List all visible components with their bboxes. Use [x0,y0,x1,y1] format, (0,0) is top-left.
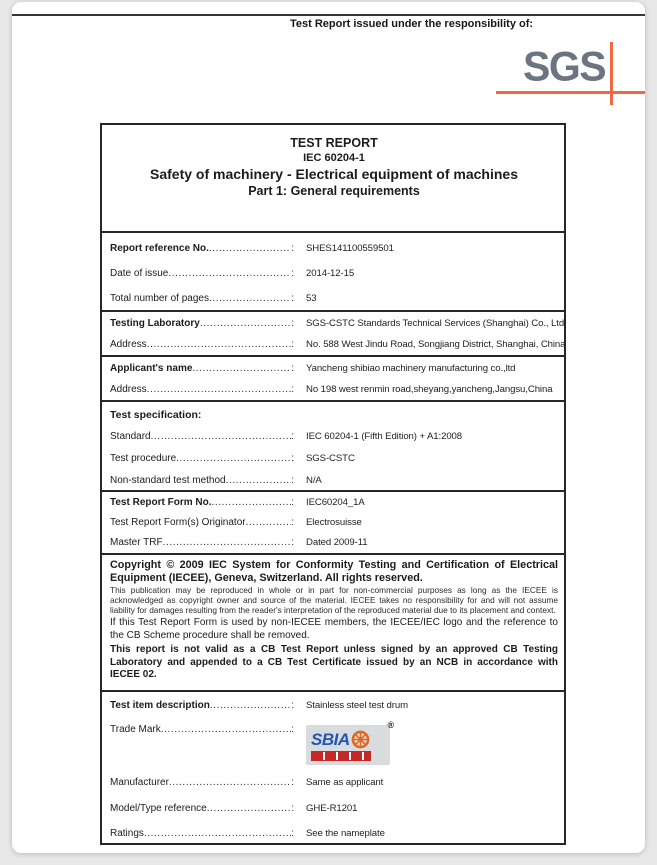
sgs-logo: SGS [523,42,606,90]
dot-leader [147,379,292,400]
dot-leader [168,261,291,286]
colon: : [291,318,294,329]
field-row-report-reference [110,236,558,261]
dot-leader [226,470,292,492]
field-label-col [110,493,294,513]
field-row-trade-mark [110,719,558,771]
field-label-col [110,448,294,470]
colon: : [291,339,294,350]
dot-leader [200,313,291,334]
field-value: 2014-12-15 [306,268,355,279]
issued-note: Test Report issued under the responsibility of: [290,18,534,30]
dot-leader [209,286,291,311]
section-report-info [102,231,564,310]
dot-leader [211,493,291,513]
field-value: 53 [306,293,317,304]
sgs-logo-vertical-rule [610,42,613,105]
colon: : [291,497,294,508]
field-value: No. 588 West Jindu Road, Songjiang District, Shanghai, China [306,339,566,350]
field-value: GHE-R1201 [306,803,358,814]
dot-leader [176,448,291,470]
field-label-col [110,286,294,311]
field-label: Test item description [110,700,210,711]
field-label-col [110,379,294,400]
test-specification-heading: Test specification: [110,409,202,421]
dot-leader [147,334,292,355]
field-label: Model/Type reference [110,803,207,814]
title-standard-name: Safety of machinery - Electrical equipment of machines [150,166,518,182]
colon: : [291,724,294,735]
document-page [12,2,645,853]
dot-leader [210,693,291,719]
field-value: N/A [306,475,322,486]
copyright-notice: This publication may be reproduced in whole or in part for non-commercial purposes as long as the IECEE is acknowledged as copyright owner and source of the material. IECEE takes no responsibility for and will not assume liability for damages resulting from the reader's interpretation of the reproduced material due to its placement and context. [110,585,558,615]
colon: : [291,537,294,548]
field-row-standard [110,426,558,448]
field-label-col [110,795,294,823]
field-row-model-type [110,795,558,823]
report-table [100,123,566,845]
field-label-col [110,313,294,334]
field-row-date-of-issue [110,261,558,286]
field-label: Standard [110,431,151,442]
colon: : [291,700,294,711]
field-value-trademark [294,719,394,765]
dot-leader [207,795,292,823]
field-row-master-trf [110,533,558,553]
field-label: Ratings [110,828,144,839]
trademark-logo [306,720,394,765]
colon: : [291,363,294,374]
field-label: Total number of pages [110,293,209,304]
field-label-col [110,719,294,741]
trademark-top-row [311,728,385,750]
colon: : [291,384,294,395]
field-label-col [110,513,294,533]
colon: : [291,777,294,788]
section-test-item [102,690,564,843]
field-label-col [110,334,294,355]
sgs-logo-horizontal-rule [496,91,645,94]
field-value: Dated 2009-11 [306,537,368,548]
field-label: Test Report Form No. [110,497,212,508]
colon: : [291,268,294,279]
dot-leader [192,358,291,379]
field-label-col [110,470,294,492]
field-label-col [110,426,294,448]
field-value: No 198 west renmin road,sheyang,yancheng,Jangsu,China [306,384,553,395]
field-value: Same as applicant [306,777,384,788]
field-label: Address [110,384,147,395]
copyright-heading: Copyright © 2009 IEC System for Conformity Testing and Certification of Electrical Equipment (IECEE), Geneva, Switzerland. All rights reserved. [110,559,558,584]
field-value: See the nameplate [306,828,385,839]
dot-leader [163,533,292,553]
field-row-ratings [110,823,558,845]
field-label: Date of issue [110,268,169,279]
registered-trademark-symbol: ® [387,720,394,730]
field-value: SGS-CSTC [306,453,355,464]
field-value: Yancheng shibiao machinery manufacturing co.,ltd [306,363,516,374]
field-label: Testing Laboratory [110,318,200,329]
non-iecee-note: If this Test Report Form is used by non-IECEE members, the IECEE/IEC logo and the reference to the CB Scheme procedure shall be removed. [110,617,558,641]
field-label-col [110,823,294,845]
field-value: IEC60204_1A [306,497,365,508]
field-value: Stainless steel test drum [306,700,409,711]
field-row-testing-laboratory [110,313,567,334]
dot-leader [209,236,291,261]
field-label: Applicant's name [110,363,193,374]
title-part: Part 1: General requirements [248,184,420,198]
colon: : [291,475,294,486]
trademark-text: SBIA [311,729,350,749]
colon: : [291,431,294,442]
colon: : [291,453,294,464]
field-label: Test procedure [110,453,177,464]
field-label-col [110,261,294,286]
section-testing-laboratory [102,310,567,355]
colon: : [291,803,294,814]
field-label: Report reference No. [110,243,209,254]
field-value: SGS-CSTC Standards Technical Services (Shanghai) Co., Ltd. [306,318,567,329]
colon: : [291,517,294,528]
validity-note: This report is not valid as a CB Test Report unless signed by an approved CB Testing Laboratory and appended to a CB Test Certificate issued by an NCB in accordance with IECEE 02. [110,644,558,680]
field-label: Trade Mark [110,724,161,735]
field-row-manufacturer [110,771,558,795]
field-label-col [110,533,294,553]
field-value: Electrosuisse [306,517,362,528]
field-label: Test Report Form(s) Originator [110,517,246,528]
field-label: Master TRF [110,537,163,548]
top-rule [12,14,645,16]
wheel-icon [351,730,370,749]
dot-leader [144,823,291,845]
field-row-applicant-address [110,379,558,400]
field-label: Non-standard test method [110,475,226,486]
field-row-item-description [110,693,558,719]
field-label-col [110,236,294,261]
field-row-applicant-name [110,358,558,379]
section-test-specification [102,400,564,490]
field-label-col [110,358,294,379]
trademark-characters-strip [312,752,370,760]
title-standard-number: IEC 60204-1 [303,152,365,164]
colon: : [291,243,294,254]
section-report-form [102,490,564,553]
dot-leader [161,719,291,741]
title-block [102,125,564,231]
dot-leader [151,426,292,448]
dot-leader [169,771,291,795]
field-label-col [110,771,294,795]
colon: : [291,828,294,839]
title-test-report: TEST REPORT [290,136,378,150]
field-value: IEC 60204-1 (Fifth Edition) + A1:2008 [306,431,463,442]
section-copyright [102,553,564,690]
field-row-total-pages [110,286,558,311]
colon: : [291,293,294,304]
field-value: SHES141100559501 [306,243,394,254]
field-row-laboratory-address [110,334,566,355]
dot-leader [246,513,292,533]
section-applicant [102,355,564,400]
field-row-form-no [110,493,558,513]
field-label-col [110,693,294,719]
field-label: Manufacturer [110,777,169,788]
field-row-non-standard-method [110,470,558,492]
field-row-test-procedure [110,448,558,470]
field-label: Address [110,339,147,350]
field-row-form-originator [110,513,558,533]
trademark-box [306,725,390,765]
